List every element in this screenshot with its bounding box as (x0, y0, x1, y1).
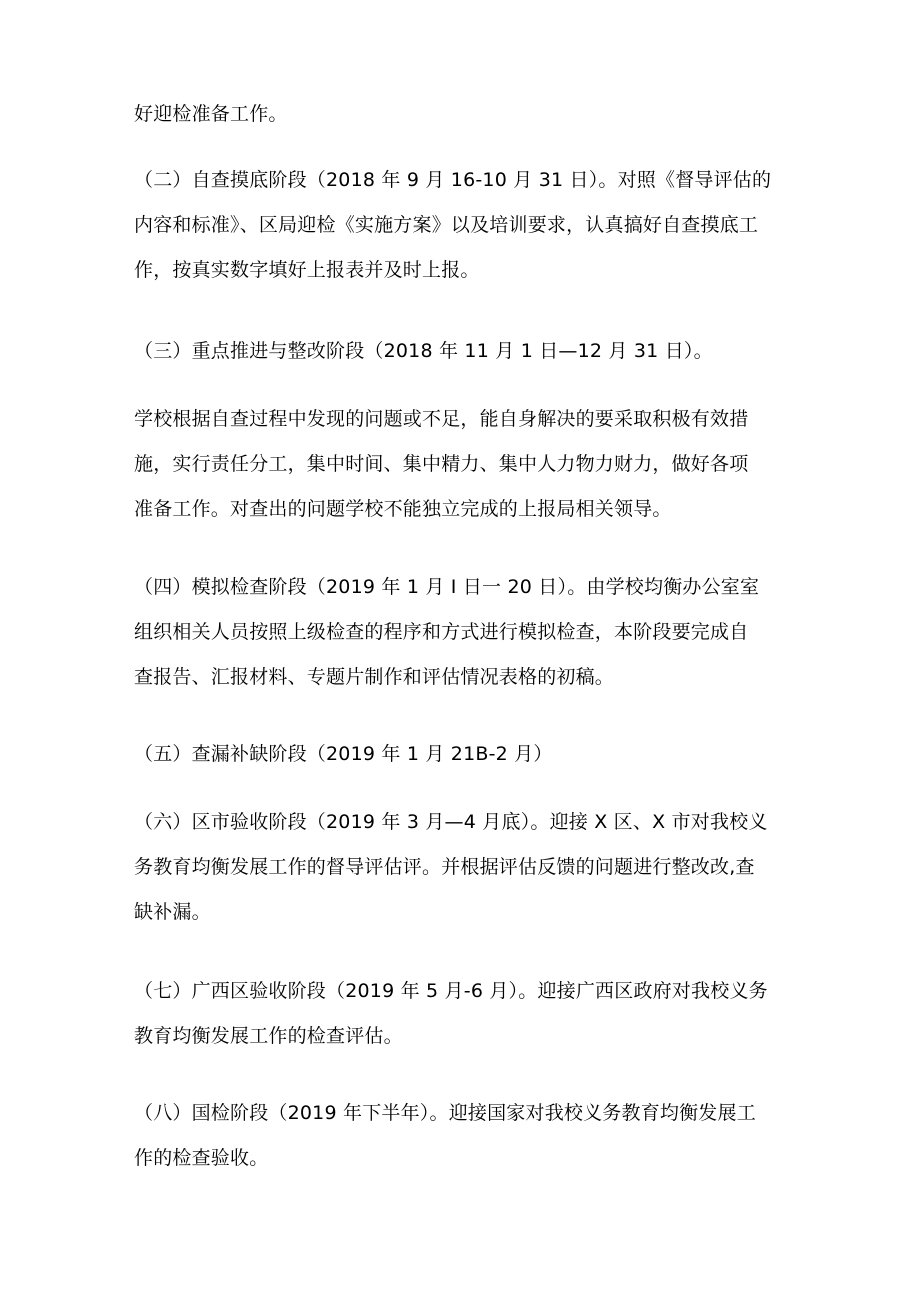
text-line: 务教育均衡发展工作的督导评估评。并根据评估反馈的问题进行整改改,查 (134, 856, 755, 878)
paragraph-district-city-acceptance (134, 800, 794, 935)
text-line: 作的检查验收。 (134, 1147, 269, 1169)
text-line: 施，实行责任分工，集中时间、集中精力、集中人力物力财力，做好各项 (134, 453, 749, 475)
text-line: 组织相关人员按照上级检查的程序和方式进行模拟检查，本阶段要完成自 (134, 621, 749, 643)
paragraph-rectification-stage (134, 329, 794, 374)
text-line: （四）模拟检查阶段（2019 年 1 月 I 日一 20 日）。由学校均衡办公室室 (134, 576, 760, 598)
text-line: （六）区市验收阶段（2019 年 3 月—4 月底）。迎接 X 区、X 市对我校义 (134, 811, 768, 833)
paragraph-school-measures (134, 397, 794, 532)
paragraph-national-inspection (134, 1091, 794, 1181)
text-line: 缺补漏。 (134, 901, 211, 923)
paragraph-self-check-stage (134, 158, 794, 293)
text-line: 好迎检准备工作。 (134, 103, 288, 125)
text-line: （二）自查摸底阶段（2018 年 9 月 16-10 月 31 日）。对照《督导评估的 (134, 169, 772, 191)
text-line: 准备工作。对查出的问题学校不能独立完成的上报局相关领导。 (134, 498, 672, 520)
paragraph-preparation-tail (134, 92, 794, 137)
paragraph-mock-inspection-stage (134, 565, 794, 700)
text-line: 作，按真实数字填好上报表并及时上报。 (134, 259, 480, 281)
text-line: 学校根据自查过程中发现的问题或不足，能自身解决的要采取积极有效措 (134, 408, 749, 430)
text-line: 查报告、汇报材料、专题片制作和评估情况表格的初稿。 (134, 666, 615, 688)
text-line: （八）国检阶段（2019 年下半年）。迎接国家对我校义务教育均衡发展工 (134, 1102, 756, 1124)
text-line: 内容和标准》、区局迎检《实施方案》以及培训要求，认真搞好自查摸底工 (134, 214, 759, 236)
text-line: （三）重点推进与整改阶段（2018 年 11 月 1 日—12 月 31 日）。 (134, 340, 713, 362)
paragraph-gap-filling-stage (134, 732, 794, 777)
text-line: 教育均衡发展工作的检查评估。 (134, 1025, 403, 1047)
text-line: （七）广西区验收阶段（2019 年 5 月-6 月）。迎接广西区政府对我校义务 (134, 980, 768, 1002)
paragraph-guangxi-acceptance (134, 969, 794, 1059)
text-line: （五）查漏补缺阶段（2019 年 1 月 21B-2 月） (134, 743, 553, 765)
